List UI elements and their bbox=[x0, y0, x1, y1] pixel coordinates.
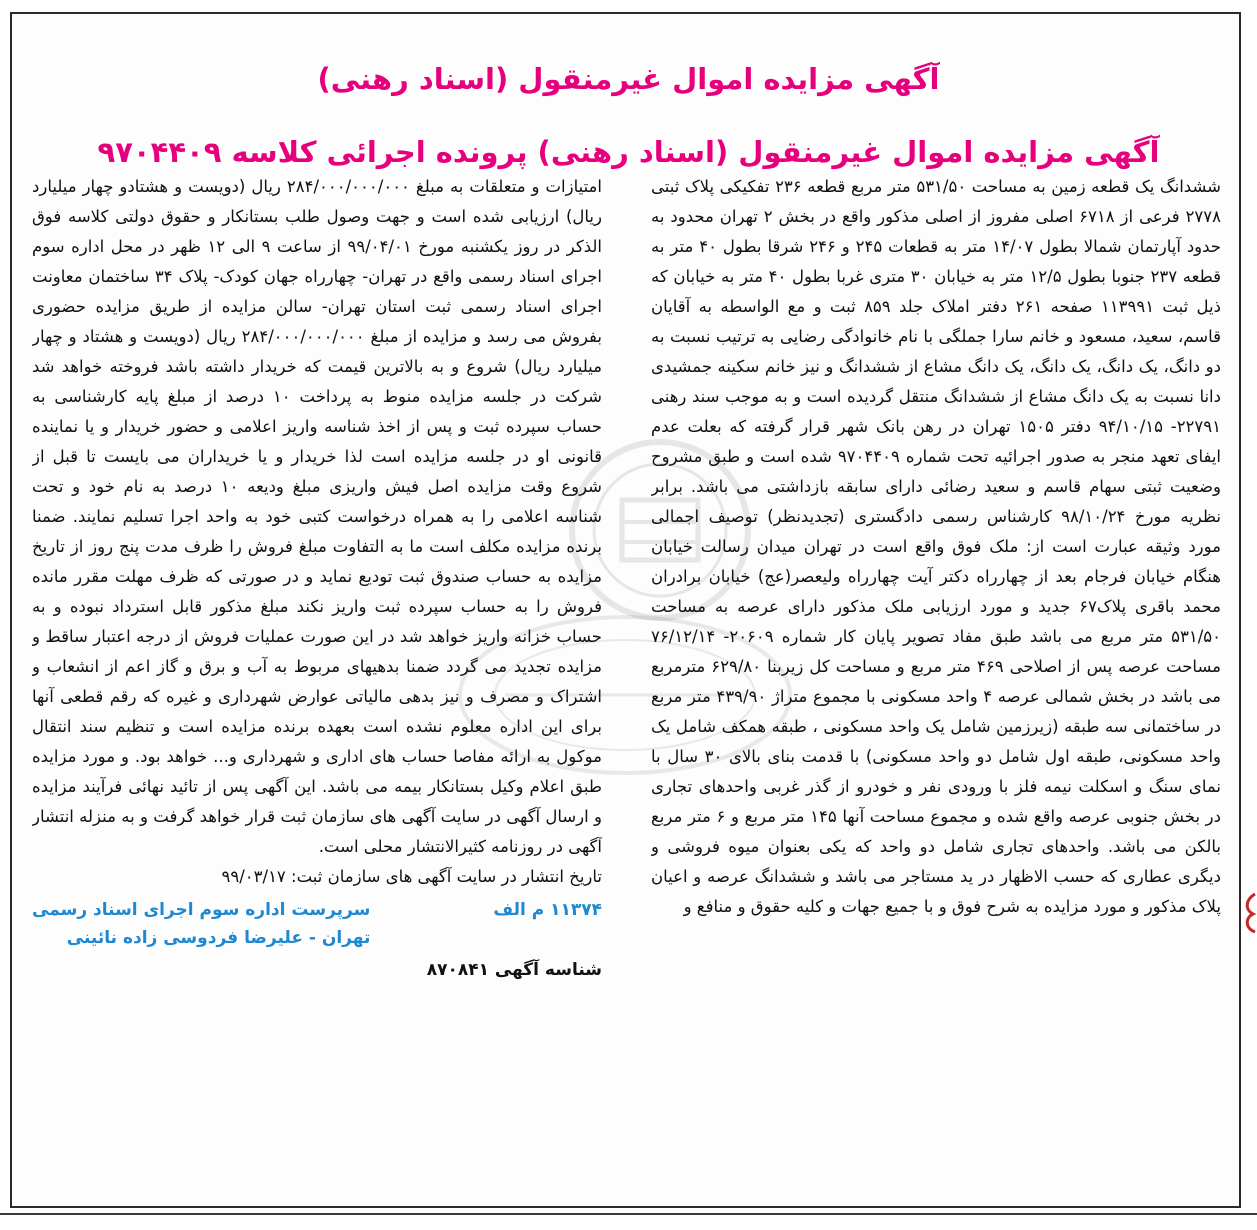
right-column bbox=[651, 172, 1221, 1202]
ad-id: شناسه آگهی ۸۷۰۸۴۱ bbox=[426, 960, 602, 980]
letter-number: ۱۱۳۷۴ م الف bbox=[493, 900, 602, 920]
page-edge-mark-icon bbox=[1243, 890, 1257, 936]
auction-terms: امتیازات و متعلقات به مبلغ ۲۸۴/۰۰۰/۰۰۰/۰۰۰ ریال (دویست و هشتادو چهار میلیارد ریال) ارزیابی شده است و جهت وصول طلب بستانکار و حقوق دولتی کلاسه فوق الذکر در روز یکشنبه مورخ ۹۹/۰۴/۰۱ از ساعت ۹ الی ۱۲ ظهر در محل اداره سوم اجرای اسناد رسمی واقع در تهران- چهارراه جهان کودک- پلاک ۳۴ ساختمان معاونت اجرای اسناد رسمی ثبت استان تهران- سالن مزایده از طریق مزایده حضوری بفروش می رسد و مزایده از مبلغ ۲۸۴/۰۰۰/۰۰۰/۰۰۰ ریال (دویست و هشتاد و چهار میلیارد ریال) شروع و به بالاترین قیمت که خریدار داشته باشد فروخته خواهد شد شرکت در جلسه مزایده منوط به پرداخت ۱۰ درصد از مبلغ پایه کارشناسی به حساب سپرده ثبت و پس از اخذ شناسه واریز اعلامی و حضور خریدار و یا نماینده قانونی او در جلسه مزایده است لذا خریدار و یا خریداران می بایست تا قبل از شروع وقت مزایده اصل فیش واریزی مبلغ ودیعه ۱۰ درصد به نام خود و تحت شناسه اعلامی را به همراه درخواست کتبی خود به واحد اجرا تسلیم نمایند. ضمنا برنده مزایده مکلف است ما به التفاوت مبلغ فروش را ظرف مدت پنج روز از تاریخ مزایده به حساب صندوق ثبت تودیع نماید و در صورتی که ظرف مهلت مقرر مانده فروش را به حساب سپرده ثبت واریز نکند مبلغ مذکور قابل استرداد نبوده و به حساب خزانه واریز خواهد شد در این صورت عملیات فروش از درجه اعتبار ساقط و مزایده تجدید می گردد ضمنا بدهیهای مربوط به آب و برق و گاز اعم از انشعاب و اشتراک و مصرف و نیز بدهی مالیاتی عوارض شهرداری و غیره که رقم قطعی آنها برای این اداره معلوم نشده است بعهده برنده مزایده است و تنظیم سند انتقال موکول به ارائه مفاصا حساب های اداری و شهرداری و... خواهد بود. و مورد مزایده طبق اعلام وکیل بستانکار بیمه می باشد. این آگهی پس از تائید نهائی فرآیند مزایده و ارسال آگهی در سایت آگهی های سازمان ثبت قرار خواهد گرفت و به منزله انتشار آگهی در روزنامه کثیرالانتشار محلی است. bbox=[32, 177, 602, 856]
notice-subtitle: آگهی مزایده اموال غیرمنقول (اسناد رهنی) پرونده اجرائی کلاسه ۹۷۰۴۴۰۹ bbox=[97, 135, 1160, 170]
left-column bbox=[32, 172, 602, 1202]
signature-title: سرپرست اداره سوم اجرای اسناد رسمی bbox=[32, 900, 371, 920]
signature-office bbox=[32, 896, 370, 952]
signature-name: تهران - علیرضا فردوسی زاده نائینی bbox=[66, 928, 371, 948]
bottom-divider bbox=[0, 1213, 1257, 1215]
signature-block bbox=[32, 896, 602, 992]
property-description: ششدانگ یک قطعه زمین به مساحت ۵۳۱/۵۰ متر مربع قطعه ۲۳۶ تفکیکی پلاک ثبتی ۲۷۷۸ فرعی از ۶۷۱۸ اصلی مفروز از اصلی مذکور واقع در بخش ۲ تهران محدود به حدود آپارتمان شمالا بطول ۱۴/۰۷ متر به قطعات ۲۴۵ و ۲۴۶ شرقا بطول ۴۰ متر به قطعه ۲۳۷ جنوبا بطول ۱۲/۵ متر به خیابان ۳۰ متری غربا بطول ۴۰ متر به خیابان که ذیل ثبت ۱۱۳۹۹۱ صفحه ۲۶۱ دفتر املاک جلد ۸۵۹ ثبت و مع الواسطه به آقایان قاسم، سعید، مسعود و خانم سارا جملگی با نام خانوادگی رضایی به ترتیب نسبت به دو دانگ، یک دانگ، یک دانگ، یک دانگ مشاع از ششدانگ و نیز خانم سکینه جمشیدی دانا نسبت به یک دانگ مشاع از ششدانگ منتقل گردیده است و به موجب سند رهنی ۲۲۷۹۱- ۹۴/۱۰/۱۵ دفتر ۱۵۰۵ تهران در رهن بانک شهر قرار گرفته که بعلت عدم ایفای تعهد منجر به صدور اجرائیه تحت شماره ۹۷۰۴۴۰۹ شده است و طبق مشروح وضعیت ثبتی سهام قاسم و سعید رضائی دارای سابقه بازداشتی می باشد. برابر نظریه مورخ ۹۸/۱۰/۲۴ کارشناس رسمی دادگستری (تجدیدنظر) توصیف اجمالی مورد وثیقه عبارت است از: ملک فوق واقع است در تهران میدان رسالت خیابان هنگام خیابان فرجام بعد از چهارراه دکتر آیت چهارراه ولیعصر(عج) خیابان برادران محمد باقری پلاک۶۷ جدید و مورد ارزیابی ملک مذکور دارای عرصه به مساحت ۵۳۱/۵۰ متر مربع می باشد طبق مفاد تصویر پایان کار شماره ۲۰۶۰۹- ۷۶/۱۲/۱۴ مساحت عرصه پس از اصلاحی ۴۶۹ متر مربع و مساحت کل زیربنا ۶۲۹/۸۰ مترمربع می باشد در بخش شمالی عرصه ۴ واحد مسکونی با مجموع متراژ ۴۳۹/۹۰ متر مربع در ساختمانی سه طبقه (زیرزمین شامل یک واحد مسکونی ، طبقه همکف شامل یک واحد مسکونی، طبقه اول شامل دو واحد مسکونی) با قدمت بنای بالای ۳۰ سال با نمای سنگ و اسکلت نیمه فلز با ورودی نفر و خودرو از گذر غربی واحدهای تجاری در بخش جنوبی عرصه واقع شده و مجموع مساحت آنها ۱۴۵ متر مربع و ۶ متر مربع بالکن می باشد. واحدهای تجاری شامل دو واحد که یکی بعنوان میوه فروشی و دیگری عطاری که حسب الاظهار در ید مستاجر می باشد و ششدانگ عرصه و اعیان پلاک مذکور و مورد مزایده به شرح فوق و با جمیع جهات و کلیه حقوق و منافع و bbox=[651, 177, 1221, 916]
publish-date: تاریخ انتشار در سایت آگهی های سازمان ثبت: ۹۹/۰۳/۱۷ bbox=[221, 867, 602, 886]
notice-title: آگهی مزایده اموال غیرمنقول (اسناد رهنی) bbox=[317, 62, 940, 97]
